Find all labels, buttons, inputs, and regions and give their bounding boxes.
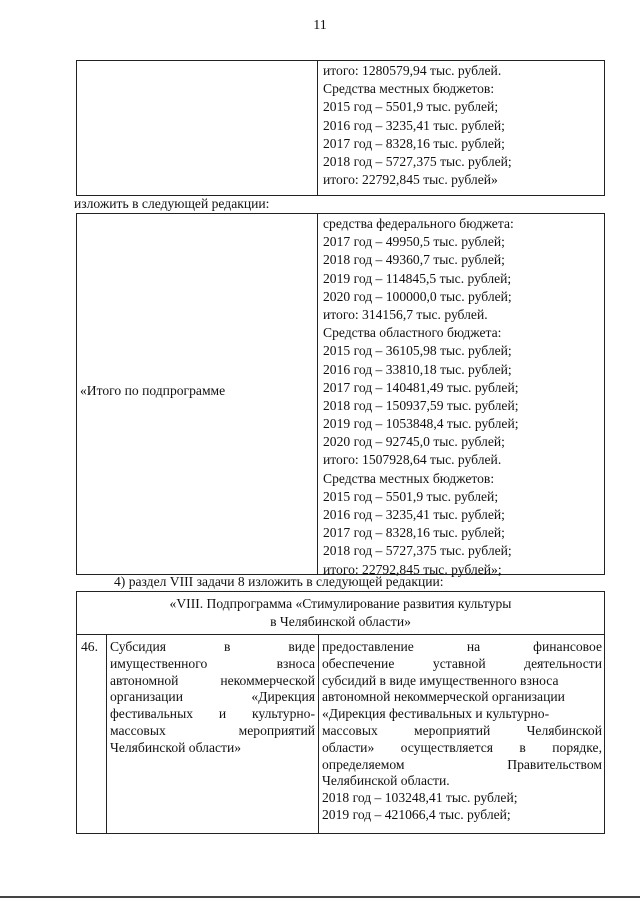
- text-line: итого: 22792,845 тыс. рублей»;: [323, 561, 502, 577]
- text-line: [322, 656, 602, 673]
- word: массовых: [322, 722, 378, 738]
- word: в: [223, 639, 231, 654]
- word: автономной некоммерческой организации: [322, 689, 565, 705]
- word: Челябинской области»: [110, 739, 242, 755]
- text-line: [110, 689, 315, 706]
- text-line: 2015 год – 5501,9 тыс. рублей;: [323, 488, 499, 504]
- word: на: [466, 639, 481, 654]
- text-line: [110, 656, 315, 673]
- text-line: [322, 740, 602, 757]
- text-line: [110, 706, 315, 723]
- word: деятельности: [524, 655, 602, 671]
- text-line: 2017 год – 49950,5 тыс. рублей;: [323, 234, 505, 250]
- text-line: 2018 год – 5727,375 тыс. рублей;: [323, 543, 512, 559]
- text-line: [322, 689, 602, 706]
- word: области»: [322, 739, 375, 755]
- table-3-header-divider: [76, 634, 605, 635]
- text-line: итого: 314156,7 тыс. рублей.: [323, 306, 488, 322]
- word: 2018 год – 103248,41 тыс. рублей;: [322, 790, 518, 806]
- text-line: 2016 год – 33810,18 тыс. рублей;: [323, 361, 512, 377]
- text-line: [110, 673, 315, 690]
- text-line: итого: 1507928,64 тыс. рублей.: [323, 452, 502, 468]
- word: предоставление: [322, 639, 414, 654]
- text-line: 2018 год – 150937,59 тыс. рублей;: [323, 397, 519, 413]
- word: организации: [110, 689, 183, 705]
- text-line: 2016 год – 3235,41 тыс. рублей;: [323, 117, 505, 133]
- text-line: 2020 год – 100000,0 тыс. рублей;: [323, 288, 512, 304]
- word: культурно-: [251, 706, 315, 722]
- word: финансовое: [533, 639, 602, 654]
- table-2-left-label: «Итого по подпрограмме: [80, 383, 226, 398]
- word: порядке,: [552, 739, 602, 755]
- text-line: Средства местных бюджетов:: [323, 470, 495, 486]
- text-line: итого: 22792,845 тыс. рублей»: [323, 172, 498, 188]
- text-line: [322, 723, 602, 740]
- section-text: 4) раздел VIII задачи 8 изложить в следующей редакции:: [114, 574, 444, 589]
- word: определяемом: [322, 756, 405, 772]
- word: некоммерческой: [220, 672, 315, 688]
- word: мероприятий: [238, 722, 315, 738]
- text-line: 2018 год – 5727,375 тыс. рублей;: [323, 153, 512, 169]
- text-line: 2016 год – 3235,41 тыс. рублей;: [323, 507, 505, 522]
- table-3-middle-cell: [110, 639, 315, 757]
- word: 2019 год – 421066,4 тыс. рублей;: [322, 806, 511, 822]
- bottom-rule: [0, 896, 640, 898]
- header-line: в Челябинской области»: [270, 614, 411, 630]
- table-2-right-cell: [323, 215, 519, 579]
- text-line: 2015 год – 36105,98 тыс. рублей;: [323, 343, 512, 359]
- word: в: [519, 739, 526, 755]
- table-3-col-divider-1: [106, 634, 107, 834]
- word: «Дирекция: [251, 689, 315, 705]
- word: Субсидия: [110, 639, 167, 654]
- word: Правительством: [507, 756, 602, 772]
- text-line: Средства областного бюджета:: [323, 325, 502, 341]
- table-3-row-number: 46.: [81, 639, 98, 654]
- text-line: [110, 740, 315, 757]
- word: уставной: [432, 655, 486, 671]
- text-line: [110, 723, 315, 740]
- word: виде: [288, 639, 315, 654]
- text-line: [322, 706, 602, 723]
- header-line: «VIII. Подпрограмма «Стимулирование развития культуры: [169, 596, 512, 611]
- text-line: 2017 год – 140481,49 тыс. рублей;: [323, 379, 519, 395]
- text-line: 2019 год – 1053848,4 тыс. рублей;: [323, 416, 519, 432]
- word: осуществляется: [400, 739, 493, 755]
- text-line: [110, 639, 315, 656]
- text-line: средства федерального бюджета:: [323, 216, 514, 231]
- word: и: [218, 706, 227, 722]
- table-2-divider: [317, 213, 318, 575]
- text-line: 2017 год – 8328,16 тыс. рублей;: [323, 525, 505, 541]
- word: имущественного: [110, 655, 208, 671]
- table-1-divider: [317, 60, 318, 196]
- table-3-header: [76, 595, 605, 631]
- word: Челябинской области.: [322, 773, 450, 789]
- text-line: 2018 год – 49360,7 тыс. рублей;: [323, 252, 505, 268]
- text-line: 2017 год – 8328,16 тыс. рублей;: [323, 135, 505, 151]
- text-line: итого: 1280579,94 тыс. рублей.: [323, 63, 502, 78]
- intro-text: изложить в следующей редакции:: [74, 196, 270, 211]
- text-line: [322, 673, 602, 690]
- word: мероприятий: [414, 722, 491, 738]
- page-number: 11: [313, 18, 327, 33]
- text-line: 2019 год – 114845,5 тыс. рублей;: [323, 270, 512, 286]
- word: «Дирекция фестивальных и культурно-: [322, 706, 550, 722]
- text-line: [322, 773, 602, 790]
- text-line: 2020 год – 92745,0 тыс. рублей;: [323, 434, 505, 450]
- table-3-col-divider-2: [318, 634, 319, 834]
- word: автономной: [110, 672, 179, 688]
- table-3-right-cell: [322, 639, 602, 824]
- word: массовых: [110, 722, 166, 738]
- text-line: [322, 790, 602, 807]
- word: Челябинской: [526, 722, 602, 738]
- text-line: [322, 639, 602, 656]
- text-line: [322, 757, 602, 774]
- text-line: Средства местных бюджетов:: [323, 81, 495, 97]
- table-1-right-cell: [323, 62, 512, 189]
- word: фестивальных: [110, 706, 194, 722]
- text-line: 2015 год – 5501,9 тыс. рублей;: [323, 99, 499, 115]
- text-line: [322, 807, 602, 824]
- word: субсидий в виде имущественного взноса: [322, 672, 559, 688]
- word: обеспечение: [322, 655, 395, 671]
- word: взноса: [276, 655, 315, 671]
